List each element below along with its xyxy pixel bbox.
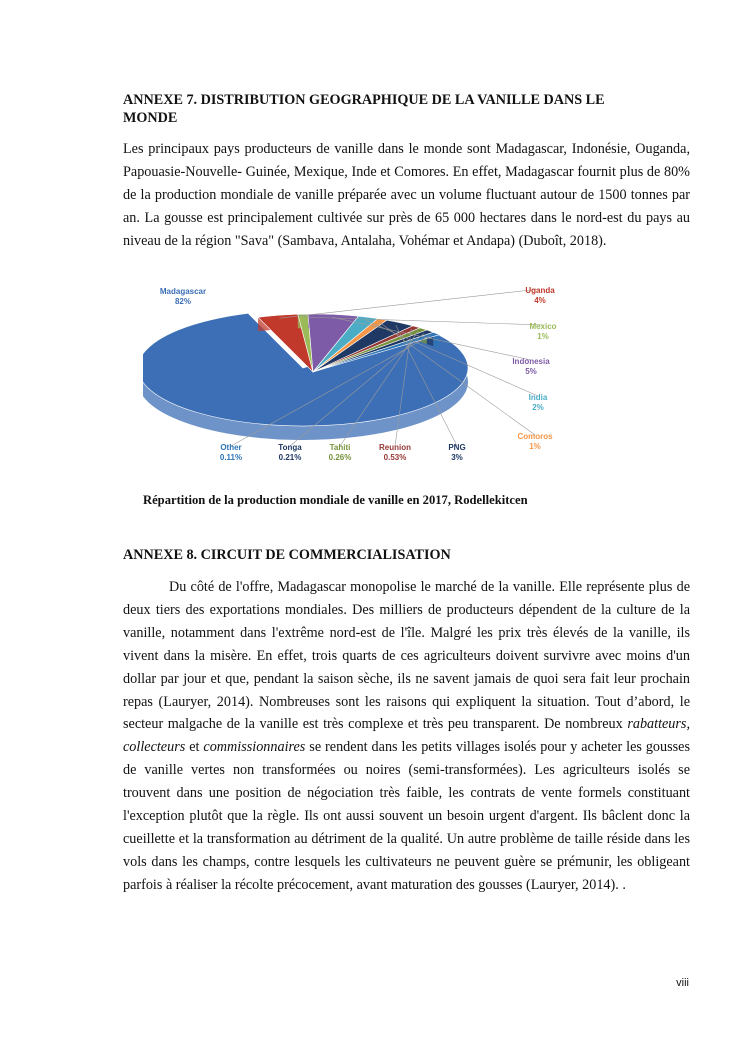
slice-value-tonga: 0.21% <box>278 453 302 462</box>
annex8-title: ANNEXE 8. CIRCUIT DE COMMERCIALISATION <box>123 547 451 563</box>
slice-name-india: India <box>528 393 548 402</box>
annex8-text-and: et <box>185 739 204 756</box>
pie-slices <box>143 313 468 440</box>
slice-name-tonga: Tonga <box>278 443 302 452</box>
slice-value-madagascar: 82% <box>174 297 192 306</box>
annex7-title: ANNEXE 7. DISTRIBUTION GEOGRAPHIQUE DE LA VANILLE DANS LE MONDE <box>123 92 605 126</box>
slice-name-comoros: Comoros <box>517 432 553 441</box>
annex8-text-end: se rendent dans les petits villages isolés pour y acheter les gousses de vanille vertes non transformées ou noires (semi-transformées). Les agriculteurs isolés se trouvent dans une position de négociation très faible, les contrats de vente formels constituant l'exception plutôt que la règle. Ils ont aussi souvent un besoin urgent d'argent. Ils bâclent donc la cueillette et la transformation au détriment de la qualité. Un autre problème de taille réside dans les vols dans les champs, contre lesquels les cultivateurs ne peuvent guère se prémunir, les obligeant parfois à réaliser la récolte précocement, avant maturation des gousses (Lauryer, 2014). . <box>123 739 690 893</box>
slice-value-uganda: 4% <box>534 296 546 305</box>
slice-name-tahiti: Tahiti <box>329 443 351 452</box>
slice-name-indonesia: Indonesia <box>512 357 550 366</box>
slice-value-india: 2% <box>532 403 544 412</box>
slice-name-mexico: Mexico <box>529 322 557 331</box>
slice-value-png: 3% <box>451 453 463 462</box>
annex8-emphasis-1: rabatteurs, collecteurs <box>123 716 690 756</box>
annex8-paragraph <box>123 576 690 897</box>
slice-value-indonesia: 5% <box>525 367 537 376</box>
slice-value-comoros: 1% <box>529 442 541 451</box>
slice-value-reunion: 0.53% <box>383 453 407 462</box>
annex7-paragraph: Les principaux pays producteurs de vanille dans le monde sont Madagascar, Indonésie, Ouganda, Papouasie-Nouvelle- Guinée, Mexique, Inde et Comores. En effet, Madagascar fournit plus de 80% de la production mondiale de vanille préparée avec un volume fluctuant autour de 1500 tonnes par an. La gousse est principalement cultivée sur près de 65 000 hectares dans le nord-est du pays au niveau de la région "Sava" (Sambava, Antalaha, Vohémar et Andapa) (Duboît, 2018). <box>123 141 690 249</box>
annex8-text-start: Du côté de l'offre, Madagascar monopolise le marché de la vanille. Elle représente plus de deux tiers des exportations mondiales. Des milliers de producteurs dépendent de la culture de la vanille, notamment dans l'extrême nord-est de l'île. Malgré les prix très élevés de la vanille, ils vivent dans la misère. En effet, trois quarts de ces agriculteurs doivent survivre avec moins d'un dollar par jour et que, pendant la saison sèche, ils ne savent jamais de quoi sera fait leur prochain repas (Lauryer, 2014). Nombreuses sont les raisons qui expliquent la situation. Tout d’abord, le secteur malgache de la vanille est très complexe et très peu transparent. De nombreux <box>123 579 690 733</box>
slice-value-mexico: 1% <box>537 332 549 341</box>
page-number: viii <box>676 977 689 989</box>
annex8-emphasis-2: commissionnaires <box>203 739 306 756</box>
slice-name-uganda: Uganda <box>525 286 555 295</box>
pie-chart <box>143 282 573 472</box>
slice-value-tahiti: 0.26% <box>328 453 352 462</box>
leader-line-uganda <box>279 289 540 318</box>
slice-value-other: 0.11% <box>219 453 243 462</box>
chart-caption: Répartition de la production mondiale de vanille en 2017, Rodellekitcen <box>143 493 528 507</box>
slice-name-madagascar: Madagascar <box>159 287 207 296</box>
slice-name-other: Other <box>220 443 242 452</box>
slice-name-png: PNG <box>448 443 466 452</box>
slice-name-reunion: Reunion <box>379 443 411 452</box>
